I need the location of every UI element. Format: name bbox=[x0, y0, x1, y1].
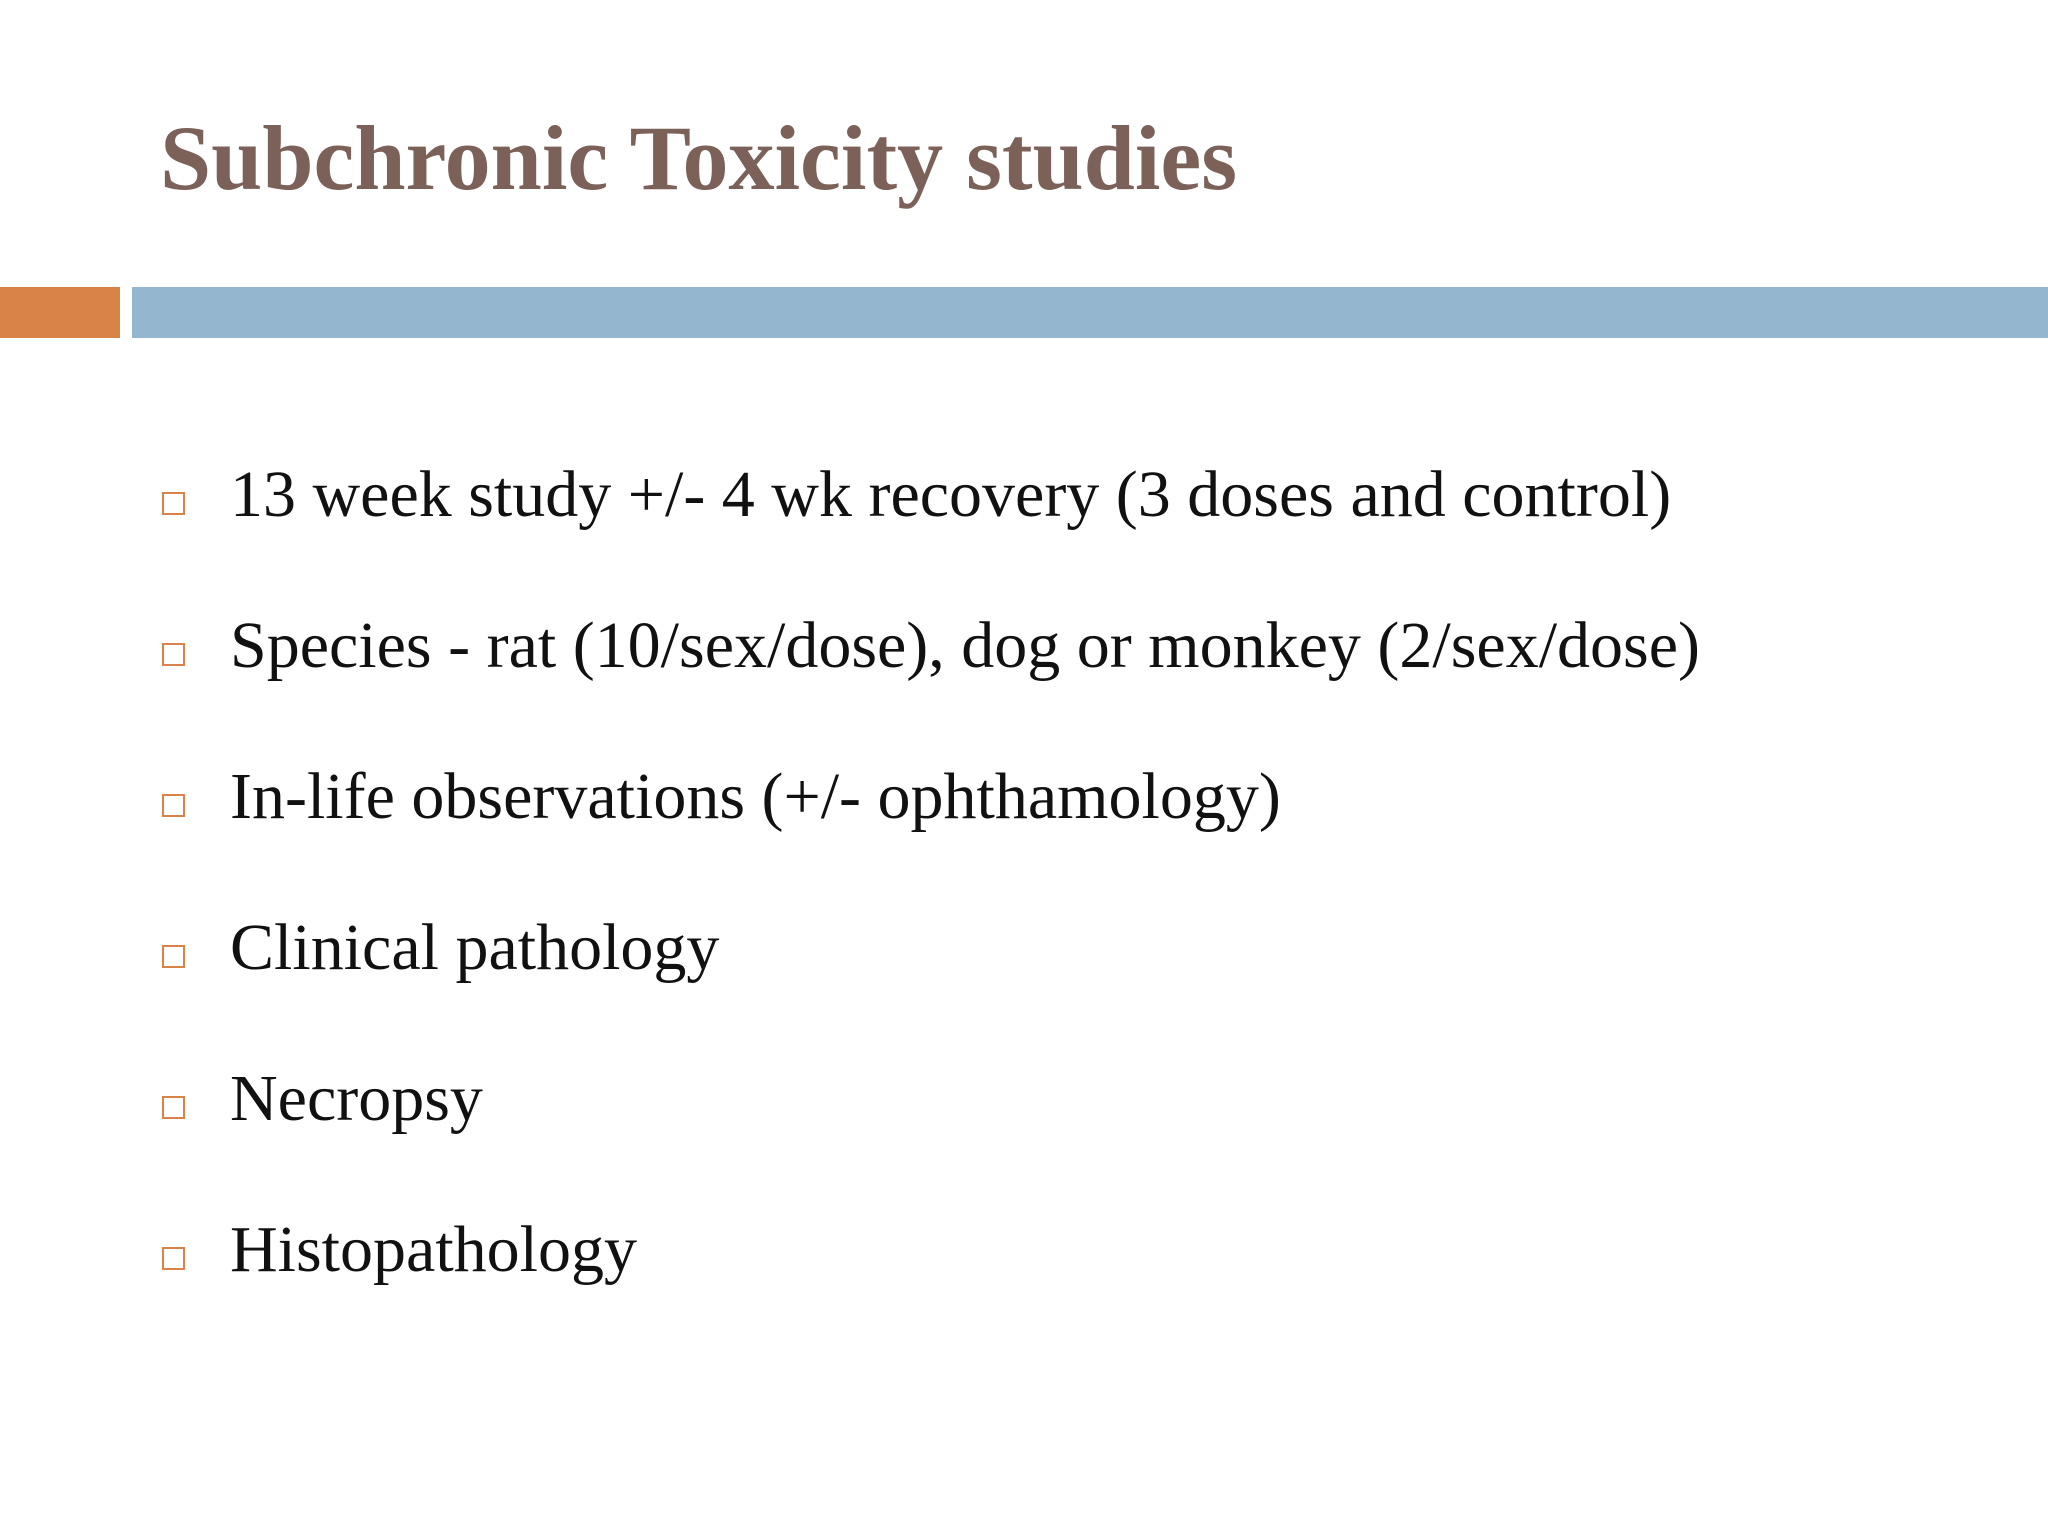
hollow-square-icon bbox=[162, 1096, 185, 1119]
bullet-text: Histopathology bbox=[230, 1213, 637, 1287]
slide-title: Subchronic Toxicity studies bbox=[160, 107, 1238, 209]
bullet-text: Necropsy bbox=[230, 1062, 483, 1136]
hollow-square-icon bbox=[162, 1247, 185, 1270]
bullet-item bbox=[160, 873, 2010, 1024]
bullet-item bbox=[160, 420, 2010, 571]
accent-bar-orange bbox=[0, 287, 120, 338]
accent-bar-blue bbox=[132, 287, 2048, 338]
bullet-text: 13 week study +/- 4 wk recovery (3 doses and control) bbox=[230, 458, 1672, 532]
bullet-text: Species - rat (10/sex/dose), dog or monkey (2/sex/dose) bbox=[230, 609, 1700, 683]
bullet-item bbox=[160, 1175, 2010, 1326]
hollow-square-icon bbox=[162, 492, 185, 515]
bullet-item bbox=[160, 722, 2010, 873]
bullet-list bbox=[160, 420, 2010, 1326]
bullet-text: Clinical pathology bbox=[230, 911, 720, 985]
hollow-square-icon bbox=[162, 643, 185, 666]
bullet-item bbox=[160, 1024, 2010, 1175]
bullet-item bbox=[160, 571, 2010, 722]
hollow-square-icon bbox=[162, 945, 185, 968]
hollow-square-icon bbox=[162, 794, 185, 817]
bullet-text: In-life observations (+/- ophthamology) bbox=[230, 760, 1281, 834]
